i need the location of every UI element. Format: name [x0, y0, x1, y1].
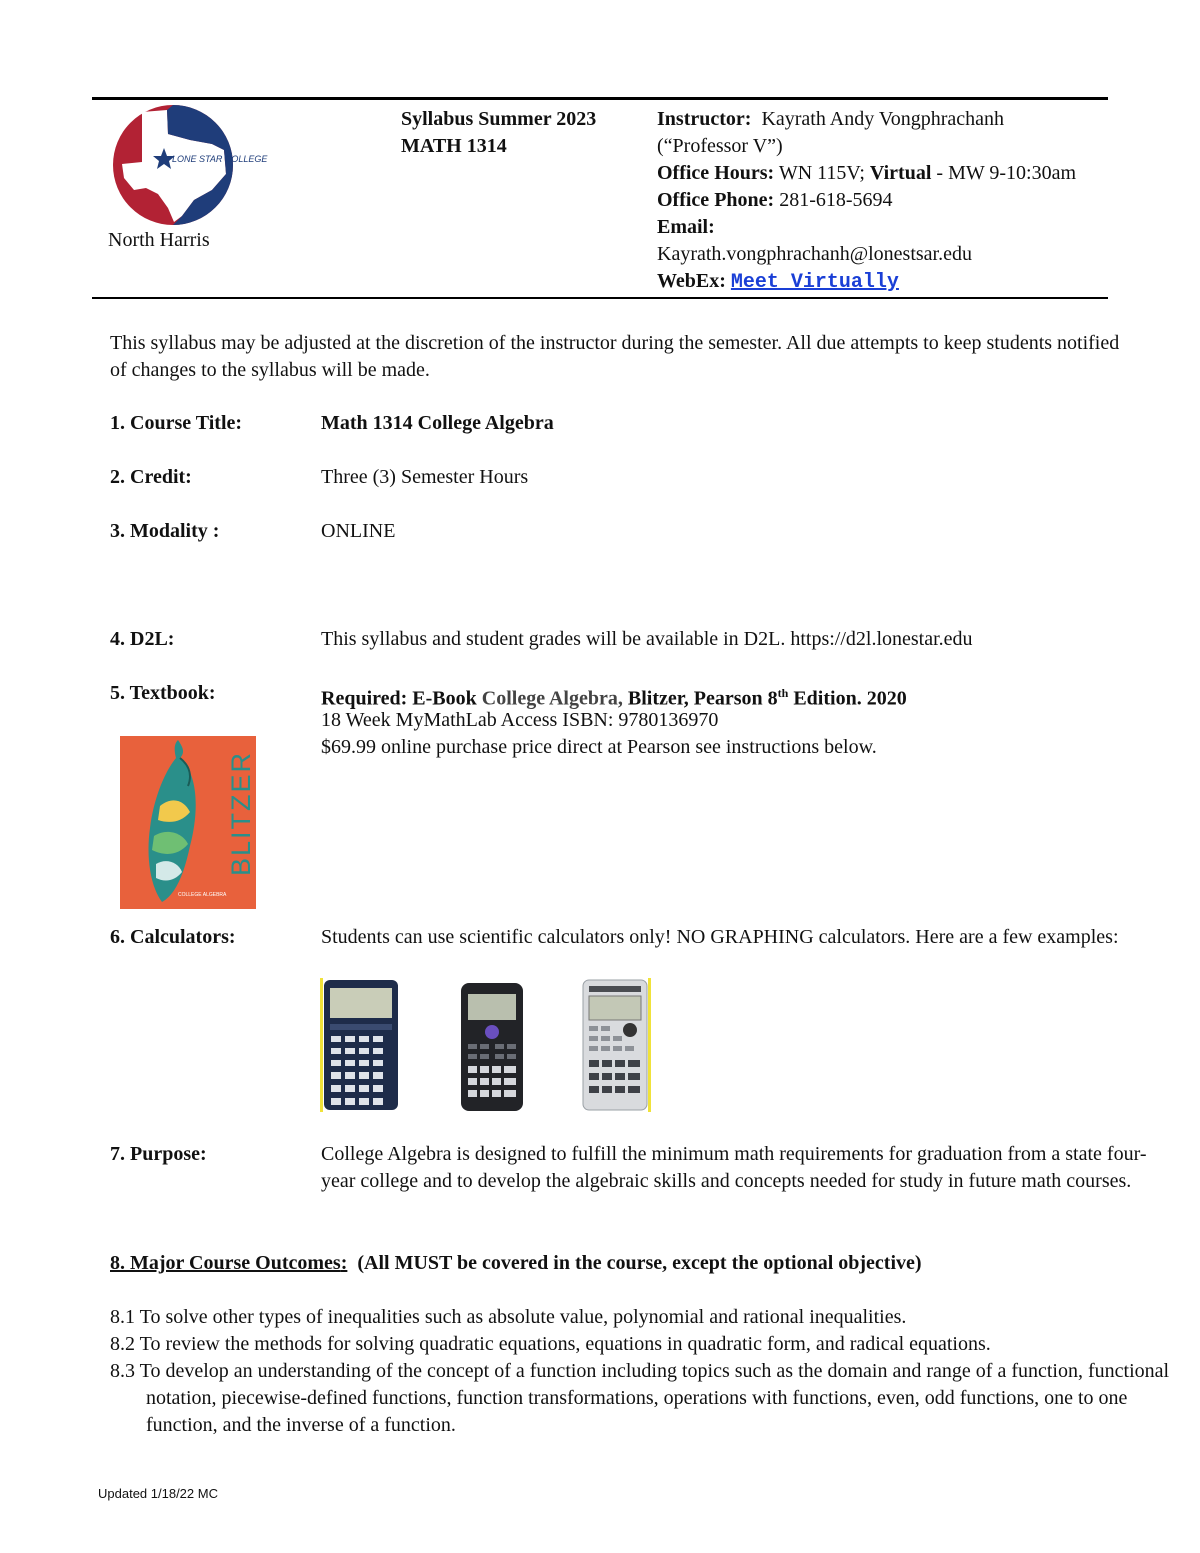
textbook-access: 18 Week MyMathLab Access ISBN: 9780136970 — [321, 709, 719, 731]
office-hours-virtual-label: Virtual — [869, 162, 932, 184]
instructor-name: Kayrath Andy Vongphrachanh — [761, 108, 1004, 130]
modality-label: 3. Modality : — [110, 520, 220, 542]
course-title-value: Math 1314 College Algebra — [321, 412, 554, 434]
office-hours-label: Office Hours: — [657, 162, 775, 184]
textbook-price: $69.99 online purchase price direct at Pearson see instructions below. — [321, 736, 877, 758]
outcome-item: 8.3 To develop an understanding of the concept of a function including topics such as the domain and range of a function, functional notation, piecewise-defined functions, function transformations, operations with functions, even, odd functions, one to one function, and the inverse of a function. — [110, 1360, 1170, 1436]
outcome-item: 8.2 To review the methods for solving quadratic equations, equations in quadratic form, and radical equations. — [110, 1333, 991, 1355]
outcomes-heading — [110, 1250, 922, 1277]
office-phone-line — [657, 187, 893, 214]
syllabus-term: Syllabus Summer 2023 — [401, 108, 597, 130]
hp-calculator-image — [582, 978, 652, 1112]
credit-value: Three (3) Semester Hours — [321, 466, 529, 488]
textbook-cover-title: BLITZER — [226, 750, 256, 876]
office-hours-virtual-time: - MW 9-10:30am — [936, 162, 1077, 184]
d2l-label: 4. D2L: — [110, 628, 175, 650]
webex-line — [657, 268, 899, 296]
instructor-line — [657, 106, 1004, 133]
textbook-title: College Algebra, — [481, 687, 623, 710]
instructor-alias: (“Professor V”) — [657, 135, 783, 157]
intro-paragraph: This syllabus may be adjusted at the discretion of the instructor during the semester. All due attempts to keep students notified of changes to the syllabus will be made. — [110, 332, 1120, 381]
footer-updated: Updated 1/18/22 MC — [98, 1486, 218, 1501]
outcome-item: 8.1 To solve other types of inequalities such as absolute value, polynomial and rational inequalities. — [110, 1306, 907, 1328]
campus-name: North Harris — [108, 229, 210, 251]
ti-calculator-image — [320, 978, 400, 1112]
email-label: Email: — [657, 216, 715, 238]
outcomes-colon: : — [340, 1252, 348, 1274]
office-hours-line — [657, 160, 1076, 187]
outcomes-note: (All MUST be covered in the course, except the optional objective) — [357, 1252, 922, 1274]
email-address[interactable]: Kayrath.vongphrachanh@lonestsar.edu — [657, 243, 972, 265]
purpose-label: 7. Purpose: — [110, 1143, 207, 1165]
textbook-cover-image — [120, 736, 256, 909]
credit-label: 2. Credit: — [110, 466, 192, 488]
textbook-author: Blitzer, Pearson 8 — [627, 687, 778, 710]
instructor-label: Instructor: — [657, 108, 752, 130]
course-title-label: 1. Course Title: — [110, 412, 243, 434]
webex-meet-link[interactable]: Meet Virtually — [730, 271, 899, 294]
header-bottom-rule — [92, 297, 1108, 299]
modality-value: ONLINE — [321, 520, 396, 542]
textbook-edition-sup: th — [777, 686, 789, 700]
casio-calculator-image — [460, 982, 524, 1112]
logo-text: LONE STAR COLLEGE — [172, 154, 268, 164]
office-hours-room: WN 115V; — [778, 162, 865, 184]
d2l-value: This syllabus and student grades will be available in D2L. https://d2l.lonestar.edu — [321, 628, 973, 650]
office-phone: 281-618-5694 — [779, 189, 893, 211]
lone-star-college-logo — [112, 104, 268, 226]
textbook-edition: Edition. 2020 — [793, 687, 907, 710]
webex-label: WebEx: — [657, 270, 726, 292]
calculators-value: Students can use scientific calculators only! NO GRAPHING calculators. Here are a few examples: — [321, 926, 1119, 948]
textbook-required-prefix: Required: E-Book — [321, 687, 477, 710]
purpose-value: College Algebra is designed to fulfill the minimum math requirements for graduation from a state four-year college and to develop the algebraic skills and concepts needed for study in future math courses. — [321, 1143, 1147, 1192]
header-top-rule — [92, 97, 1108, 100]
office-phone-label: Office Phone: — [657, 189, 775, 211]
outcomes-label: 8. Major Course Outcomes — [110, 1252, 341, 1274]
course-code: MATH 1314 — [401, 135, 507, 157]
calculators-label: 6. Calculators: — [110, 926, 236, 948]
textbook-label: 5. Textbook: — [110, 682, 216, 704]
textbook-cover-subtitle: COLLEGE ALGEBRA — [178, 892, 227, 898]
